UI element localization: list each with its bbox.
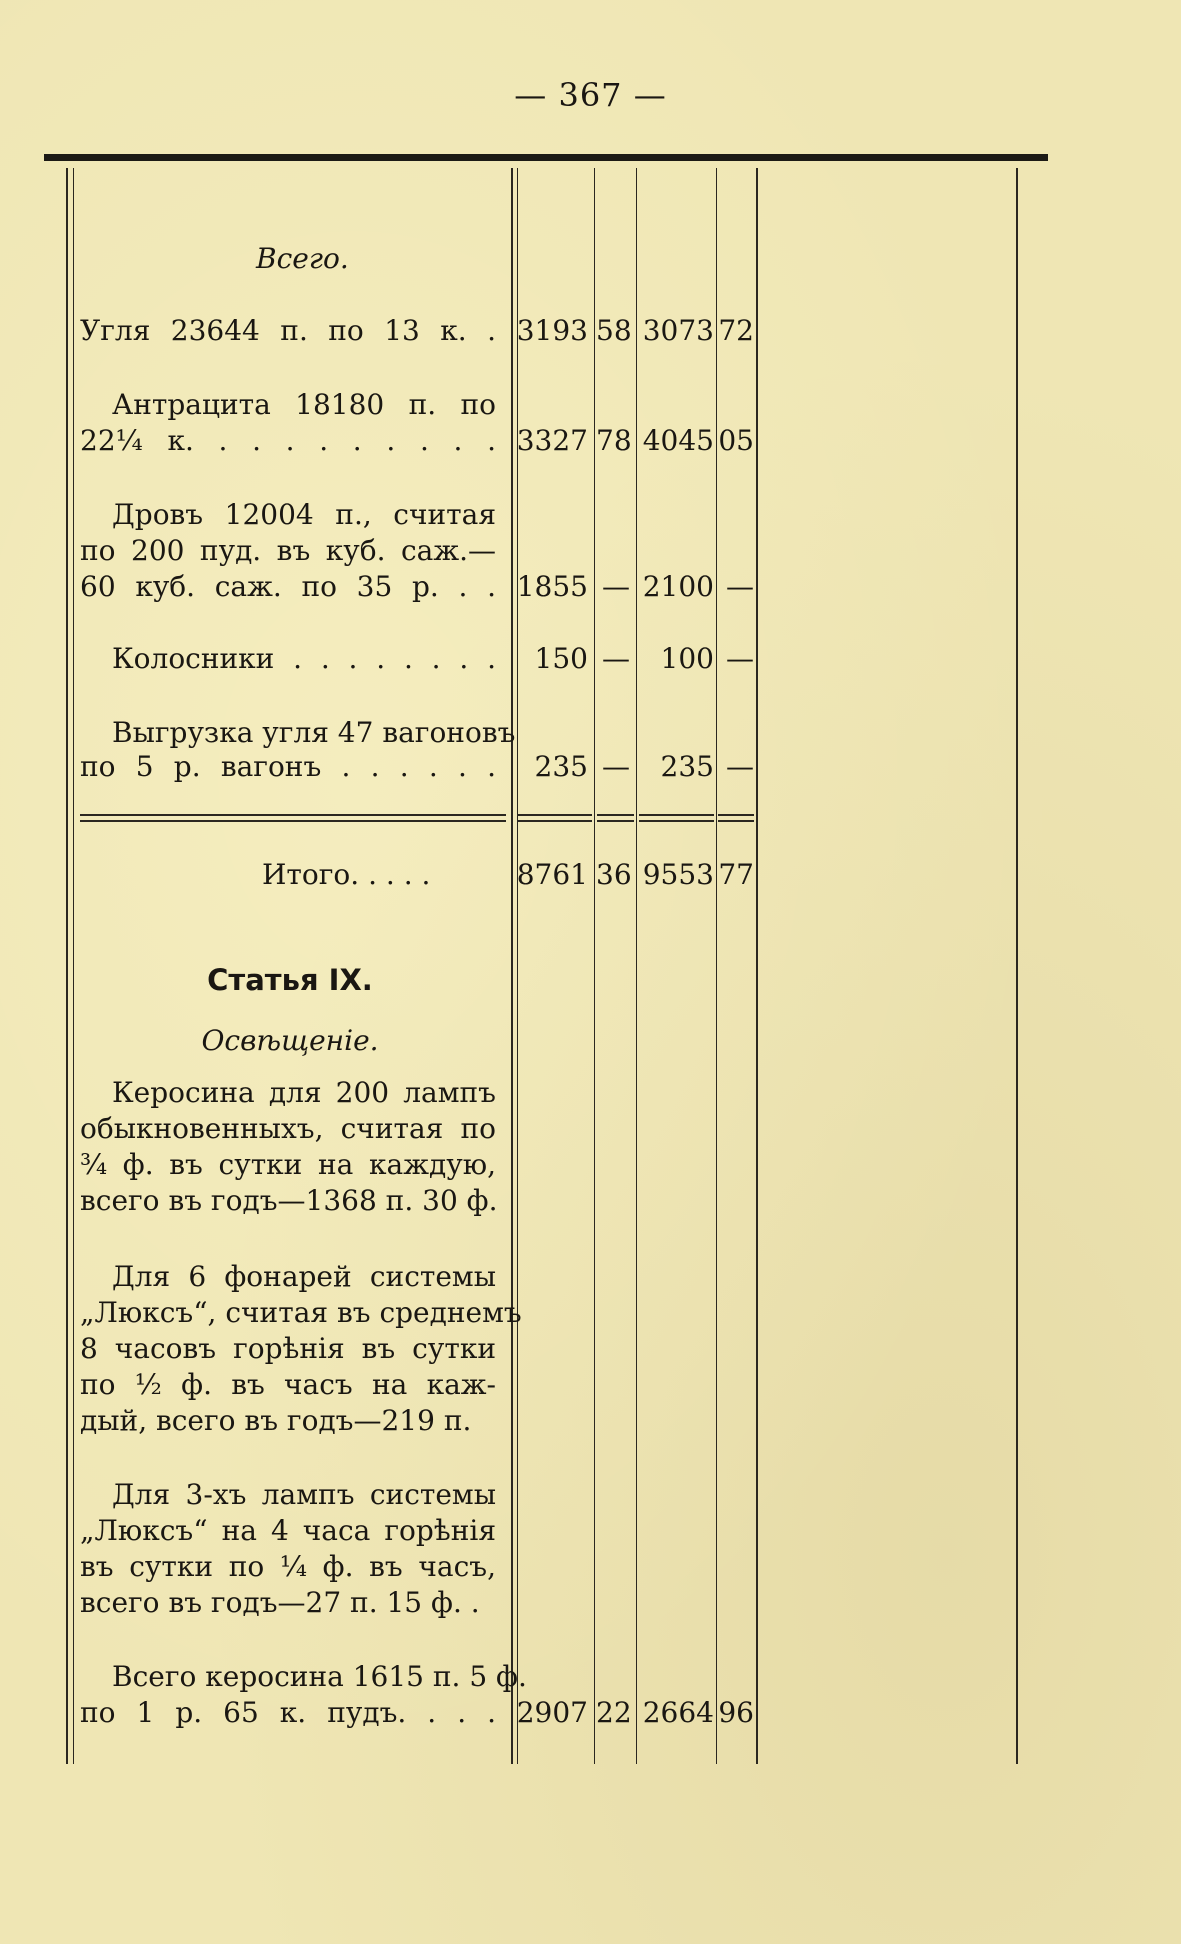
para2-line3: 8 часовъ горѣнія въ сутки [80, 1332, 496, 1365]
row-unloading-line1: Выгрузка угля 47 вагоновъ [112, 716, 516, 749]
row-firewood-line2: по 200 пуд. въ куб. саж.— [80, 534, 496, 567]
row-anthracite-rub1: 3327 [516, 424, 588, 457]
para3-line2: „Люксъ“ на 4 часа горѣнія [80, 1514, 496, 1547]
page-number: — 367 — [514, 76, 667, 114]
row-anthracite-kop2: 05 [718, 424, 754, 457]
kerosene-total-rub1: 2907 [516, 1696, 588, 1729]
row-unloading-rub2: 235 [660, 750, 714, 783]
row-firewood-kop1: — [602, 570, 630, 603]
para3-line4: всего въ годъ—27 п. 15 ф. . [80, 1586, 480, 1619]
row-unloading-line2: по 5 р. вагонъ . . . . . . [80, 750, 496, 783]
para1-line2: обыкновенныхъ, считая по [80, 1112, 496, 1145]
para2-line2: „Люксъ“, считая въ среднемъ [80, 1296, 522, 1329]
row-firewood-rub1: 1855 [516, 570, 588, 603]
total-rule-kop2 [718, 814, 754, 822]
kerosene-total-rub2: 2664 [642, 1696, 714, 1729]
row-total-text: Итого. . . . . [262, 858, 431, 891]
para1-line4: всего въ годъ—1368 п. 30 ф. [80, 1184, 498, 1217]
row-firewood-kop2: — [726, 570, 754, 603]
column-rule-rub2 [716, 168, 717, 1764]
row-unloading-kop1: — [602, 750, 630, 783]
para2-line4: по ½ ф. въ часъ на каж- [80, 1368, 496, 1401]
row-firewood-rub2: 2100 [642, 570, 714, 603]
row-label-vsego: Всего. [256, 242, 349, 275]
row-firewood-line1: Дровъ 12004 п., считая [112, 498, 496, 531]
total-rule-kop1 [597, 814, 634, 822]
section-subheading: Освѣщеніе. [201, 1024, 379, 1057]
column-rule-right [1016, 168, 1018, 1764]
column-rule-kop2 [756, 168, 758, 1764]
column-rule-left-inner [73, 168, 74, 1764]
kerosene-total-line1: Всего керосина 1615 п. 5 ф. [112, 1660, 527, 1693]
column-rule-kop1 [636, 168, 637, 1764]
row-coal-text: Угля 23644 п. по 13 к. . [80, 314, 496, 347]
row-anthracite-line1: Антрацита 18180 п. по [112, 388, 496, 421]
column-rule-text-end-inner [517, 168, 518, 1764]
row-coal-kop2: 72 [718, 314, 754, 347]
row-grates-rub2: 100 [660, 642, 714, 675]
row-total-rub1: 8761 [516, 858, 588, 891]
total-rule-rub2 [639, 814, 714, 822]
row-coal-rub2: 3073 [642, 314, 714, 347]
row-grates-kop2: — [726, 642, 754, 675]
column-rule-rub1 [594, 168, 595, 1764]
row-grates-kop1: — [602, 642, 630, 675]
para1-line1: Керосина для 200 лампъ [112, 1076, 496, 1109]
row-coal-kop1: 58 [596, 314, 632, 347]
total-rule-text [80, 814, 506, 822]
para1-line3: ¾ ф. въ сутки на каждую, [80, 1148, 496, 1181]
top-rule [44, 154, 1048, 161]
row-anthracite-line2: 22¼ к. . . . . . . . . . [80, 424, 496, 457]
row-total-kop1: 36 [596, 858, 632, 891]
kerosene-total-kop1: 22 [596, 1696, 632, 1729]
row-total-kop2: 77 [718, 858, 754, 891]
column-rule-left-outer [66, 168, 68, 1764]
para2-line1: Для 6 фонарей системы [112, 1260, 496, 1293]
para2-line5: дый, всего въ годъ—219 п. [80, 1404, 472, 1437]
row-unloading-kop2: — [726, 750, 754, 783]
row-grates-text: Колосники . . . . . . . . [112, 642, 496, 675]
total-rule-rub1 [518, 814, 592, 822]
para3-line1: Для 3-хъ лампъ системы [112, 1478, 496, 1511]
para3-line3: въ сутки по ¼ ф. въ часъ, [80, 1550, 496, 1583]
kerosene-total-kop2: 96 [718, 1696, 754, 1729]
column-rule-text-end [511, 168, 513, 1764]
row-total-rub2: 9553 [642, 858, 714, 891]
kerosene-total-line2: по 1 р. 65 к. пудъ. . . . [80, 1696, 496, 1729]
row-firewood-line3: 60 куб. саж. по 35 р. . . [80, 570, 496, 603]
row-unloading-rub1: 235 [534, 750, 588, 783]
row-coal-rub1: 3193 [516, 314, 588, 347]
row-anthracite-rub2: 4045 [642, 424, 714, 457]
row-grates-rub1: 150 [534, 642, 588, 675]
section-heading: Статья IX. [207, 963, 373, 997]
row-anthracite-kop1: 78 [596, 424, 632, 457]
